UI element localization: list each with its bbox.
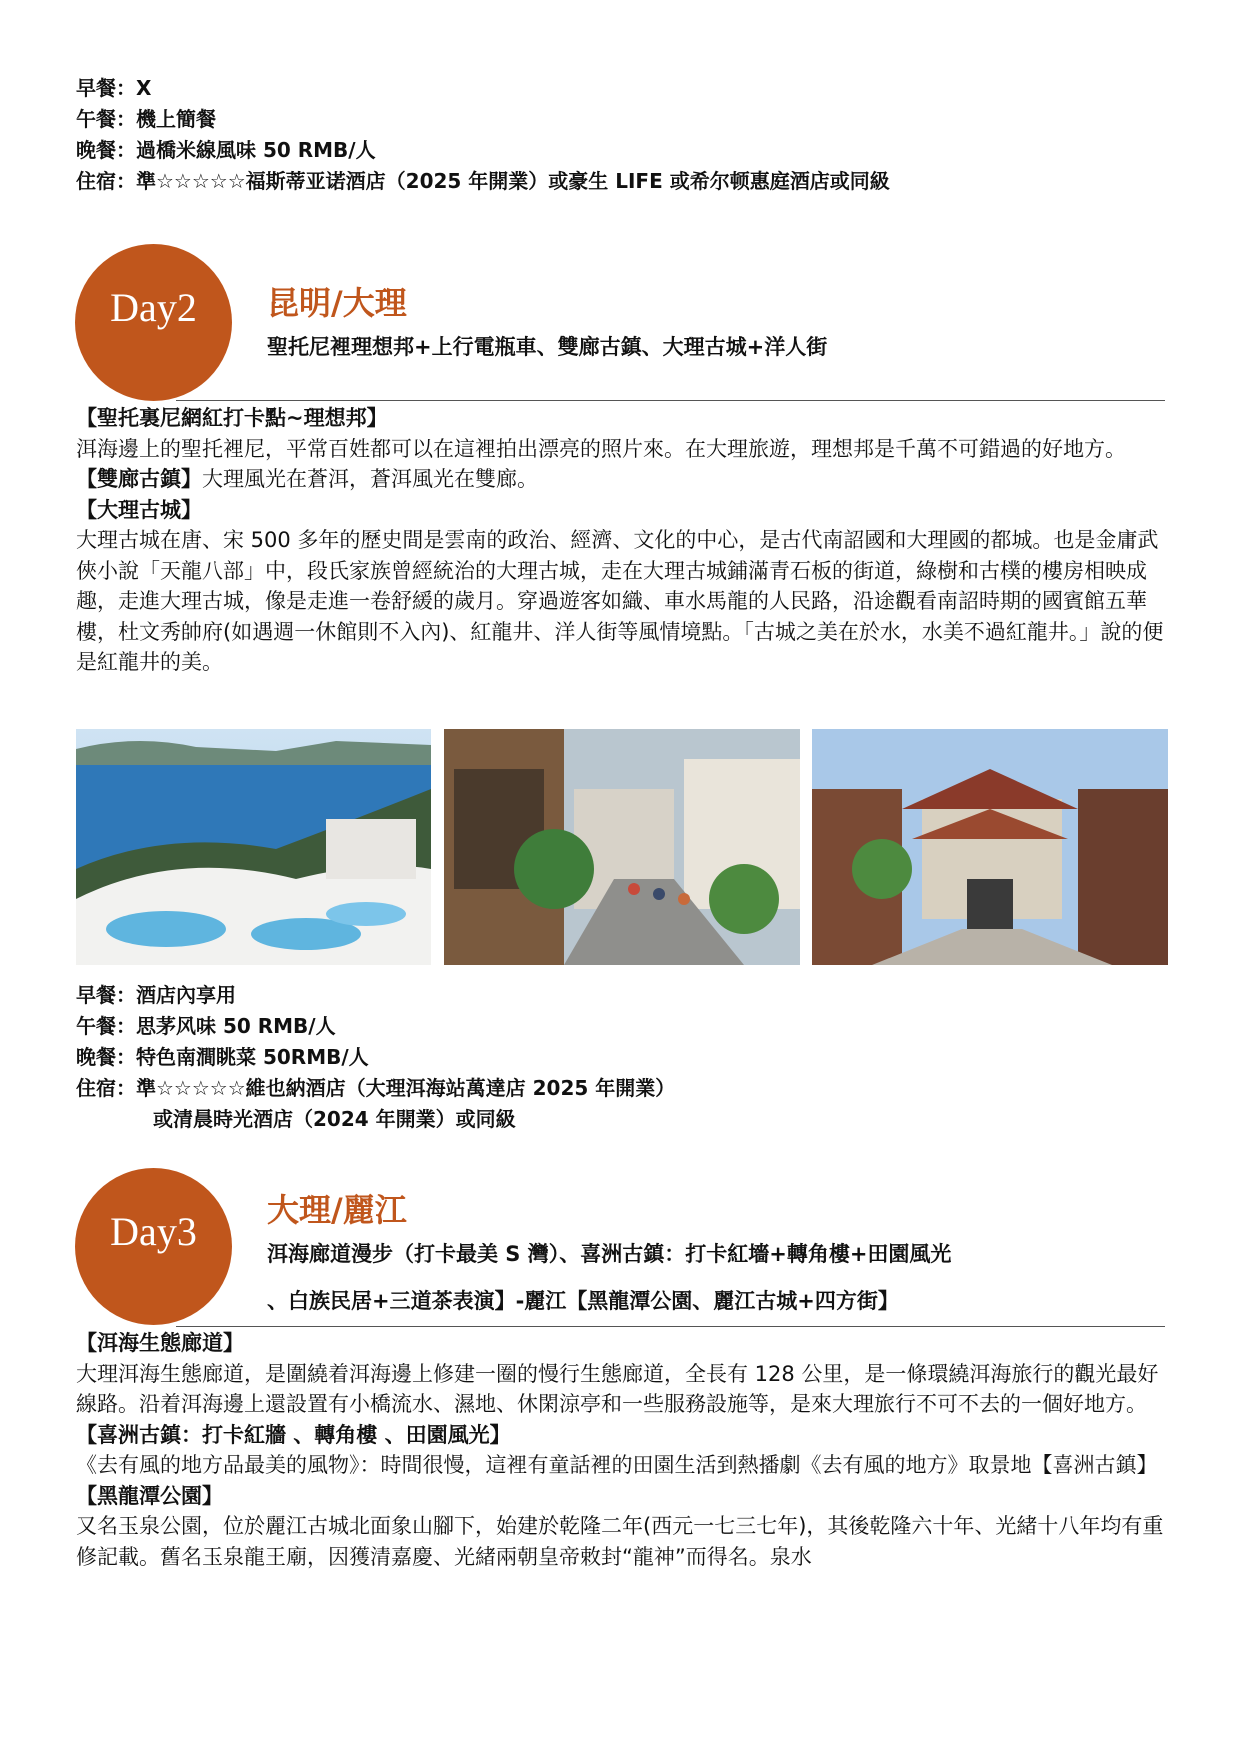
section-heading: 【喜洲古鎮：打卡紅牆 、轉角樓 、田園風光】 [76, 1422, 511, 1447]
section-heading: 【雙廊古鎮】 [76, 467, 202, 491]
dinner-line: 晚餐：特色南澗眺菜 50RMB/人 [76, 1045, 369, 1069]
day3-text [76, 1328, 1171, 1572]
day3-subtitle-line1: 洱海廊道漫步（打卡最美 S 灣）、喜洲古鎮：打卡紅墻+轉角樓+田園風光 [267, 1242, 952, 1266]
hotel-line: 住宿：準☆☆☆☆☆維也納酒店（大理洱海站萬達店 2025 年開業） [76, 1076, 676, 1100]
day2-title: 昆明/大理 [267, 284, 407, 322]
lunch-line: 午餐：思茅风味 50 RMB/人 [76, 1014, 336, 1038]
day3-divider [176, 1326, 1165, 1327]
breakfast-line: 早餐：酒店內享用 [76, 983, 236, 1007]
day2-meals [76, 980, 675, 1135]
hotel-alt-line: 或清晨時光酒店（2024 年開業）或同級 [153, 1107, 516, 1131]
section-body: 洱海邊上的聖托裡尼，平常百姓都可以在這裡拍出漂亮的照片來。在大理旅遊，理想邦是千萬不可錯過的好地方。 [76, 436, 1126, 461]
day1-meals [76, 73, 890, 197]
day2-text [76, 403, 1171, 678]
section-body: 大理洱海生態廊道，是圍繞着洱海邊上修建一圈的慢行生態廊道，全長有 128 公里，是一條環繞洱海旅行的觀光最好線路。沿着洱海邊上還設置有小橋流水、濕地、休閑涼亭和一些服務設施等，是來大理旅行不可不去的一個好地方。 [76, 1361, 1159, 1416]
day2-divider [176, 400, 1165, 401]
section-body: 又名玉泉公園，位於麗江古城北面象山腳下，始建於乾隆二年(西元一七三七年)，其後乾隆六十年、光緒十八年均有重修記載。舊名玉泉龍王廟，因獲清嘉慶、光緒兩朝皇帝敕封“龍神”而得名。泉水 [76, 1514, 1164, 1569]
lunch-line: 午餐：機上簡餐 [76, 107, 216, 131]
section-heading: 【大理古城】 [76, 497, 202, 522]
section-body: 大理風光在蒼洱，蒼洱風光在雙廊。 [202, 467, 538, 491]
section-heading: 【黑龍潭公園】 [76, 1483, 223, 1508]
day3-badge: Day3 [75, 1168, 232, 1325]
breakfast-line: 早餐：X [76, 76, 152, 100]
section-heading: 【洱海生態廊道】 [76, 1331, 244, 1355]
day2-subtitle: 聖托尼裡理想邦+上行電瓶車、雙廊古鎮、大理古城+洋人街 [267, 335, 828, 359]
day3-title: 大理/麗江 [267, 1191, 407, 1229]
hotel-line: 住宿：準☆☆☆☆☆福斯蒂亚诺酒店（2025 年開業）或豪生 LIFE 或希尔顿惠庭酒店或同級 [76, 169, 890, 193]
section-body: 大理古城在唐、宋 500 多年的歷史間是雲南的政治、經濟、文化的中心，是古代南詔國和大理國的都城。也是金庸武俠小說「天龍八部」中，段氏家族曾經統治的大理古城，走在大理古城鋪滿青石板的街道，綠樹和古樸的樓房相映成趣，走進大理古城，像是走進一卷舒緩的歲月。穿過遊客如織、車水馬龍的人民路，沿途觀看南詔時期的國賓館五華樓，杜文秀帥府(如遇週一休館則不入內)、紅龍井、洋人街等風情境點。「古城之美在於水，水美不過紅龍井。」說的便是紅龍井的美。 [76, 528, 1164, 674]
section-body: 《去有風的地方品最美的風物》：時間很慢，這裡有童話裡的田園生活到熱播劇《去有風的地方》取景地【喜洲古鎮】 [76, 1453, 1158, 1477]
photo-dali-old-town [812, 729, 1168, 965]
section-heading: 【聖托裏尼網紅打卡點~理想邦】 [76, 406, 388, 430]
day2-badge: Day2 [75, 244, 232, 401]
photo-shuanglang [444, 729, 800, 965]
day3-subtitle-line2: 、白族民居+三道茶表演】-麗江【黑龍潭公園、麗江古城+四方街】 [267, 1289, 899, 1313]
photo-lixiangbang [76, 729, 431, 965]
dinner-line: 晚餐：過橋米線風味 50 RMB/人 [76, 138, 376, 162]
